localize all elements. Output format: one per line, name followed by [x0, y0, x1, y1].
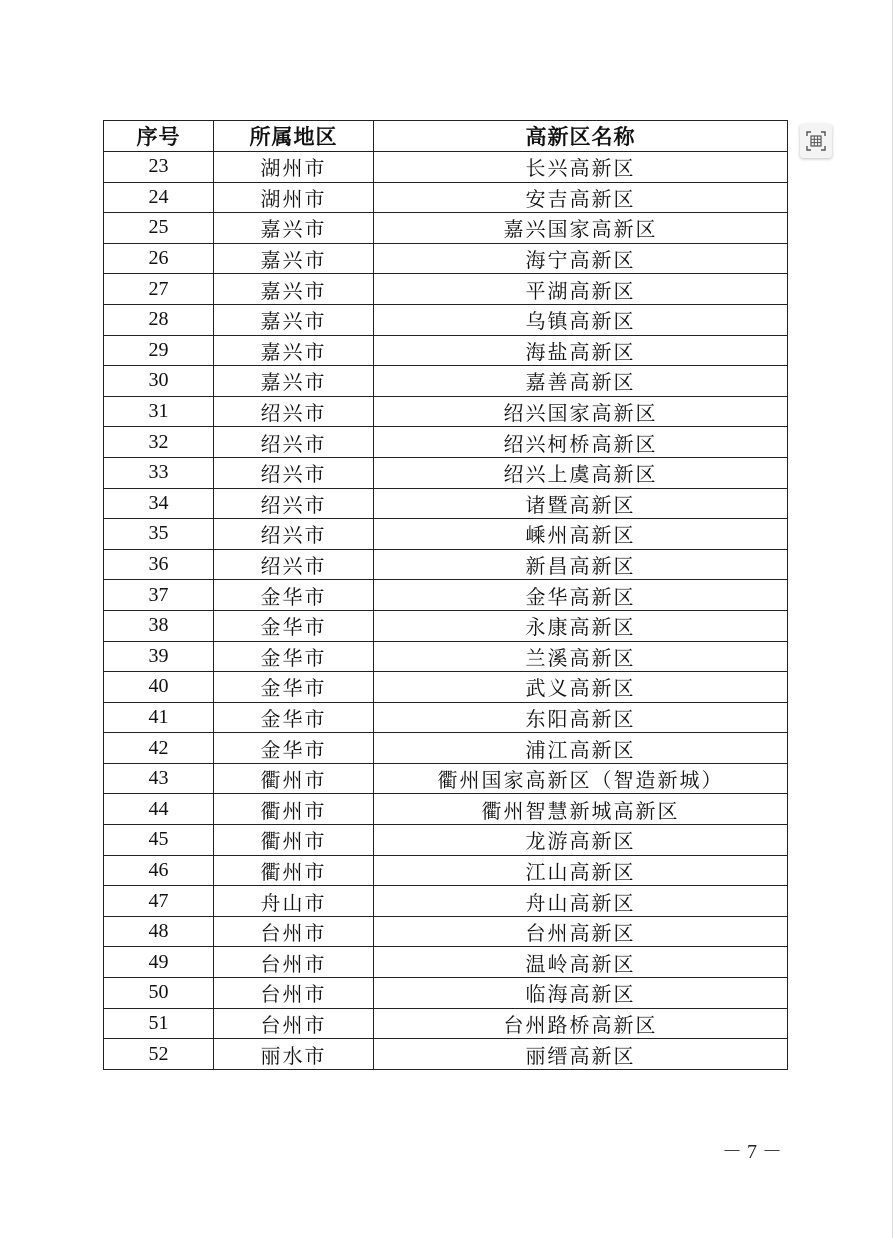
zone-name-cell: 江山高新区 [374, 855, 788, 886]
serial-number-cell: 40 [104, 672, 214, 703]
zone-name-cell: 金华高新区 [374, 580, 788, 611]
zone-name-cell: 海宁高新区 [374, 243, 788, 274]
serial-number-cell: 52 [104, 1039, 214, 1070]
scan-document-icon [806, 131, 826, 151]
region-cell: 舟山市 [214, 886, 374, 917]
serial-number-cell: 28 [104, 304, 214, 335]
region-cell: 嘉兴市 [214, 213, 374, 244]
serial-number-cell: 45 [104, 825, 214, 856]
serial-number-cell: 24 [104, 182, 214, 213]
high-tech-zone-table [103, 120, 788, 1070]
region-cell: 金华市 [214, 580, 374, 611]
serial-number-cell: 49 [104, 947, 214, 978]
zone-name-cell: 龙游高新区 [374, 825, 788, 856]
zone-name-cell: 台州路桥高新区 [374, 1008, 788, 1039]
region-cell: 衢州市 [214, 855, 374, 886]
table-header-row [104, 121, 788, 152]
serial-number-cell: 27 [104, 274, 214, 305]
region-cell: 嘉兴市 [214, 304, 374, 335]
zone-name-cell: 绍兴国家高新区 [374, 396, 788, 427]
zone-name-cell: 台州高新区 [374, 916, 788, 947]
region-cell: 绍兴市 [214, 549, 374, 580]
table-row [104, 641, 788, 672]
zone-name-cell: 平湖高新区 [374, 274, 788, 305]
zone-name-cell: 温岭高新区 [374, 947, 788, 978]
table-row [104, 213, 788, 244]
serial-number-cell: 25 [104, 213, 214, 244]
zone-name-cell: 兰溪高新区 [374, 641, 788, 672]
table-row [104, 947, 788, 978]
table-row [104, 1039, 788, 1070]
region-cell: 湖州市 [214, 182, 374, 213]
scan-document-button[interactable] [800, 124, 832, 158]
table-row [104, 549, 788, 580]
serial-number-cell: 29 [104, 335, 214, 366]
table-row [104, 396, 788, 427]
serial-number-cell: 38 [104, 610, 214, 641]
serial-number-cell: 46 [104, 855, 214, 886]
serial-number-cell: 47 [104, 886, 214, 917]
serial-number-cell: 34 [104, 488, 214, 519]
header-serial-number: 序号 [104, 121, 214, 152]
table-row [104, 794, 788, 825]
table-row [104, 366, 788, 397]
region-cell: 绍兴市 [214, 457, 374, 488]
table-row [104, 182, 788, 213]
table-row [104, 825, 788, 856]
region-cell: 金华市 [214, 733, 374, 764]
region-cell: 衢州市 [214, 763, 374, 794]
table-row [104, 702, 788, 733]
zone-name-cell: 嵊州高新区 [374, 519, 788, 550]
zone-name-cell: 诸暨高新区 [374, 488, 788, 519]
serial-number-cell: 37 [104, 580, 214, 611]
region-cell: 嘉兴市 [214, 243, 374, 274]
serial-number-cell: 44 [104, 794, 214, 825]
zone-name-cell: 乌镇高新区 [374, 304, 788, 335]
region-cell: 嘉兴市 [214, 366, 374, 397]
table-row [104, 886, 788, 917]
serial-number-cell: 32 [104, 427, 214, 458]
zone-name-cell: 永康高新区 [374, 610, 788, 641]
zone-name-cell: 武义高新区 [374, 672, 788, 703]
table-row [104, 763, 788, 794]
serial-number-cell: 26 [104, 243, 214, 274]
serial-number-cell: 48 [104, 916, 214, 947]
table-row [104, 855, 788, 886]
header-region: 所属地区 [214, 121, 374, 152]
region-cell: 绍兴市 [214, 519, 374, 550]
table-row [104, 457, 788, 488]
zone-name-cell: 衢州智慧新城高新区 [374, 794, 788, 825]
region-cell: 台州市 [214, 978, 374, 1009]
table-row [104, 274, 788, 305]
zone-name-cell: 舟山高新区 [374, 886, 788, 917]
table-row [104, 335, 788, 366]
serial-number-cell: 36 [104, 549, 214, 580]
table-body [104, 152, 788, 1070]
serial-number-cell: 35 [104, 519, 214, 550]
region-cell: 金华市 [214, 610, 374, 641]
zone-name-cell: 绍兴上虞高新区 [374, 457, 788, 488]
serial-number-cell: 41 [104, 702, 214, 733]
region-cell: 嘉兴市 [214, 335, 374, 366]
table-row [104, 733, 788, 764]
table-row [104, 152, 788, 183]
serial-number-cell: 51 [104, 1008, 214, 1039]
serial-number-cell: 39 [104, 641, 214, 672]
serial-number-cell: 33 [104, 457, 214, 488]
zone-name-cell: 绍兴柯桥高新区 [374, 427, 788, 458]
table-row [104, 243, 788, 274]
table-row [104, 304, 788, 335]
region-cell: 绍兴市 [214, 488, 374, 519]
serial-number-cell: 31 [104, 396, 214, 427]
region-cell: 台州市 [214, 947, 374, 978]
table-row [104, 1008, 788, 1039]
region-cell: 丽水市 [214, 1039, 374, 1070]
zone-name-cell: 长兴高新区 [374, 152, 788, 183]
table-row [104, 519, 788, 550]
region-cell: 金华市 [214, 641, 374, 672]
header-zone-name: 高新区名称 [374, 121, 788, 152]
table-row [104, 978, 788, 1009]
table-row [104, 580, 788, 611]
serial-number-cell: 23 [104, 152, 214, 183]
region-cell: 嘉兴市 [214, 274, 374, 305]
zone-name-cell: 安吉高新区 [374, 182, 788, 213]
zone-name-cell: 丽缙高新区 [374, 1039, 788, 1070]
region-cell: 绍兴市 [214, 427, 374, 458]
zone-name-cell: 衢州国家高新区（智造新城） [374, 763, 788, 794]
serial-number-cell: 30 [104, 366, 214, 397]
zone-name-cell: 新昌高新区 [374, 549, 788, 580]
zone-name-cell: 临海高新区 [374, 978, 788, 1009]
serial-number-cell: 43 [104, 763, 214, 794]
zone-name-cell: 嘉善高新区 [374, 366, 788, 397]
zone-name-cell: 浦江高新区 [374, 733, 788, 764]
zone-name-cell: 东阳高新区 [374, 702, 788, 733]
zone-name-cell: 海盐高新区 [374, 335, 788, 366]
table-row [104, 427, 788, 458]
table-row [104, 672, 788, 703]
region-cell: 衢州市 [214, 794, 374, 825]
page-number: － 7 － [722, 1141, 782, 1163]
region-cell: 金华市 [214, 672, 374, 703]
serial-number-cell: 50 [104, 978, 214, 1009]
region-cell: 台州市 [214, 916, 374, 947]
region-cell: 湖州市 [214, 152, 374, 183]
region-cell: 金华市 [214, 702, 374, 733]
region-cell: 衢州市 [214, 825, 374, 856]
zone-name-cell: 嘉兴国家高新区 [374, 213, 788, 244]
table-row [104, 610, 788, 641]
region-cell: 绍兴市 [214, 396, 374, 427]
region-cell: 台州市 [214, 1008, 374, 1039]
serial-number-cell: 42 [104, 733, 214, 764]
table-row [104, 488, 788, 519]
table-row [104, 916, 788, 947]
